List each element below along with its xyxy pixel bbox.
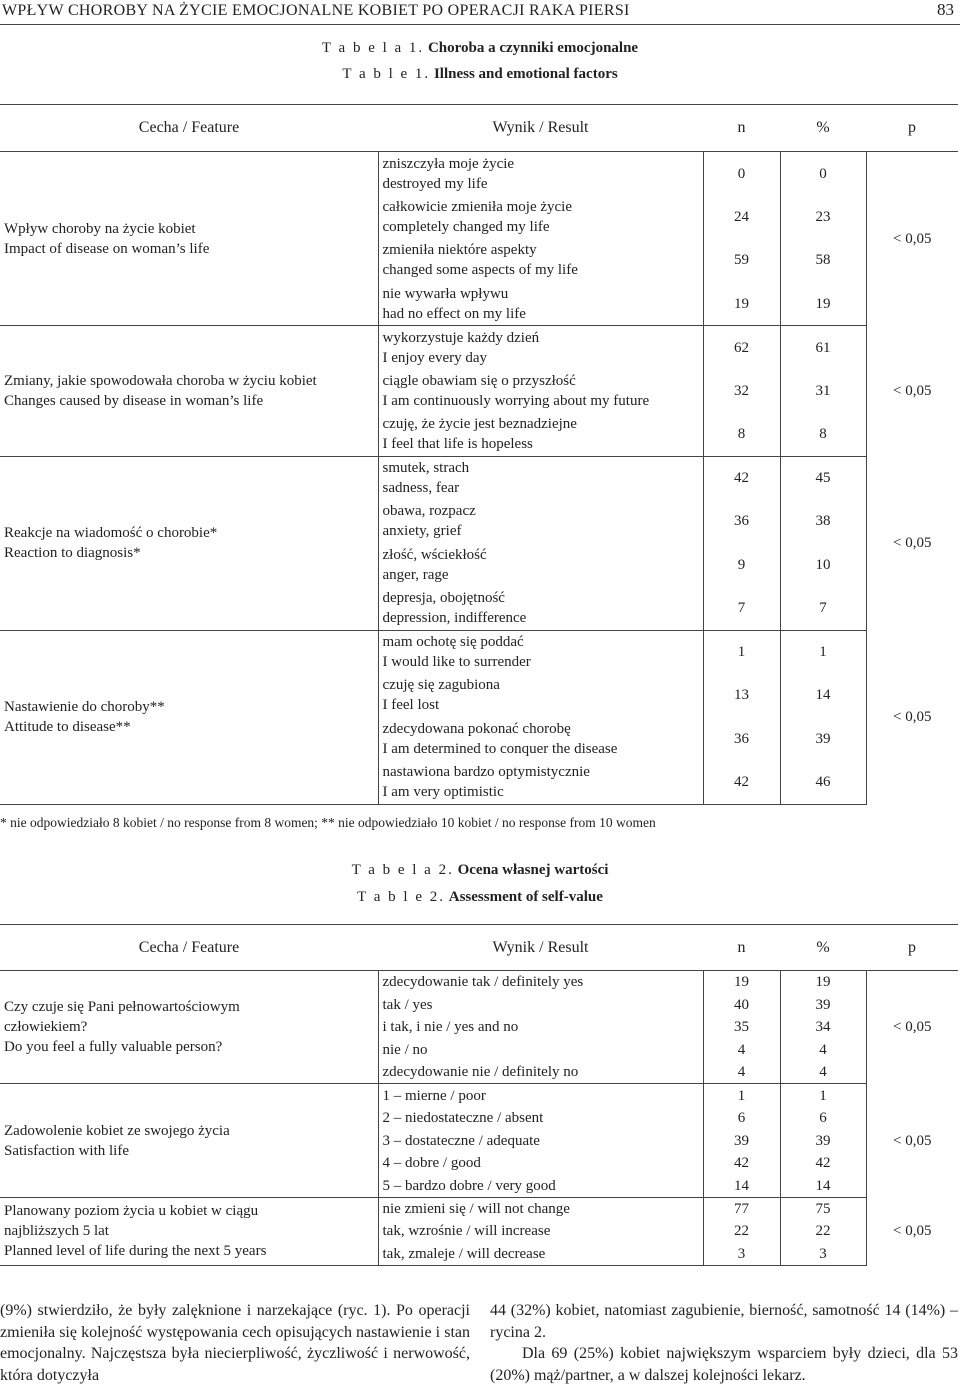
feature-label-line: Zadowolenie kobiet ze swojego życia — [4, 1122, 230, 1139]
result-label-pl: zdecydowana pokonać chorobę — [382, 720, 571, 737]
table-row — [0, 630, 958, 674]
table-header-row — [0, 105, 958, 152]
result-cell — [378, 369, 703, 413]
percent-cell: 61 — [780, 326, 866, 370]
p-value-cell: < 0,05 — [893, 1223, 932, 1240]
p-value-cell: < 0,05 — [893, 1019, 932, 1036]
table-row — [0, 152, 958, 196]
result-cell: i tak, i nie / yes and no — [378, 1016, 703, 1039]
table2-caption-en: T a b l e 2. Assessment of self-value — [357, 889, 603, 905]
table-row — [0, 326, 958, 370]
result-label-pl: nie wywarła wpływu — [382, 285, 509, 302]
result-cell: nie / no — [378, 1039, 703, 1062]
result-label-pl: wykorzystuje każdy dzień — [382, 329, 540, 346]
feature-label-pl: Reakcje na wiadomość o chorobie* — [4, 525, 218, 541]
result-cell: tak, wzrośnie / will increase — [378, 1220, 703, 1243]
table1-footnote: * nie odpowiedziało 8 kobiet / no response from 8 women; ** nie odpowiedziało 10 kobiet / no response from 10 women — [0, 815, 656, 830]
col-header-result: Wynik / Result — [378, 105, 703, 152]
n-cell: 4 — [703, 1061, 780, 1084]
percent-cell: 7 — [780, 587, 866, 631]
body-text-column-2 — [490, 1300, 958, 1386]
result-cell — [378, 543, 703, 587]
feature-label-en: Impact of disease on woman’s life — [4, 240, 210, 257]
result-cell — [378, 413, 703, 457]
result-label-pl: czuję się zagubiona — [382, 677, 500, 694]
n-cell: 39 — [703, 1129, 780, 1152]
result-label-en: anger, rage — [382, 566, 449, 583]
percent-cell: 23 — [780, 195, 866, 239]
n-cell: 40 — [703, 993, 780, 1016]
result-label-pl: smutek, strach — [382, 460, 470, 476]
n-cell: 42 — [703, 456, 780, 500]
result-cell: tak, zmaleje / will decrease — [378, 1243, 703, 1266]
n-cell: 62 — [703, 326, 780, 370]
percent-cell: 6 — [780, 1107, 866, 1130]
percent-cell: 14 — [780, 1175, 866, 1198]
feature-cell — [0, 152, 378, 326]
percent-cell: 58 — [780, 239, 866, 283]
n-cell: 3 — [703, 1243, 780, 1266]
n-cell: 13 — [703, 674, 780, 718]
feature-label-pl: Zmiany, jakie spowodowała choroba w życiu kobiet — [4, 372, 317, 389]
percent-cell: 39 — [780, 993, 866, 1016]
feature-cell — [0, 1084, 378, 1197]
feature-label-en: Changes caused by disease in woman’s life — [4, 392, 264, 409]
result-label-pl: zniszczyła moje życie — [382, 155, 515, 172]
p-value-cell: < 0,05 — [893, 230, 932, 247]
result-cell — [378, 326, 703, 370]
n-cell: 24 — [703, 195, 780, 239]
feature-cell — [0, 971, 378, 1084]
result-cell: nie zmieni się / will not change — [378, 1197, 703, 1220]
feature-cell — [0, 326, 378, 457]
percent-cell: 1 — [780, 1084, 866, 1107]
percent-cell: 22 — [780, 1220, 866, 1243]
n-cell: 22 — [703, 1220, 780, 1243]
result-cell — [378, 717, 703, 761]
result-cell: zdecydowanie nie / definitely no — [378, 1061, 703, 1084]
body-text-column-1: (9%) stwierdziło, że były zalęknione i narzekające (ryc. 1). Po operacji zmieniła się kolejność występowania cech opisujących nastawienie i stan emocjonalny. Najczęstsza była niecierpliwość, życzliwość i nerwowość, która dotyczyła — [0, 1302, 470, 1384]
table-row — [0, 1084, 958, 1107]
table-self-value — [0, 924, 958, 1266]
n-cell: 9 — [703, 543, 780, 587]
percent-cell: 19 — [780, 282, 866, 326]
feature-label-line: Planned level of life during the next 5 years — [4, 1243, 267, 1260]
result-label-en: changed some aspects of my life — [382, 262, 578, 279]
n-cell: 59 — [703, 239, 780, 283]
percent-cell: 38 — [780, 500, 866, 544]
result-label-pl: zmieniła niektóre aspekty — [382, 242, 537, 259]
n-cell: 77 — [703, 1197, 780, 1220]
feature-label-en: Attitude to disease** — [4, 719, 131, 735]
percent-cell: 31 — [780, 369, 866, 413]
feature-cell — [0, 630, 378, 804]
result-cell — [378, 761, 703, 805]
result-label-pl: depresja, obojętność — [382, 590, 505, 606]
col-header-p: p — [866, 925, 958, 971]
n-cell: 36 — [703, 500, 780, 544]
result-label-en: depression, indifference — [382, 610, 527, 626]
table-header-row — [0, 925, 958, 971]
table-row — [0, 456, 958, 500]
feature-cell — [0, 1197, 378, 1265]
result-label-en: had no effect on my life — [382, 305, 526, 322]
result-label-pl: mam ochotę się poddać — [382, 634, 524, 650]
n-cell: 19 — [703, 971, 780, 994]
table-illness-emotional — [0, 104, 958, 805]
percent-cell: 46 — [780, 761, 866, 805]
n-cell: 36 — [703, 717, 780, 761]
result-cell: 1 – mierne / poor — [378, 1084, 703, 1107]
percent-cell: 3 — [780, 1243, 866, 1266]
col-header-percent: % — [780, 925, 866, 971]
result-label-en: I am very optimistic — [382, 784, 504, 800]
feature-label-en: Reaction to diagnosis* — [4, 545, 141, 561]
result-label-en: I feel lost — [382, 697, 440, 714]
page-number: 83 — [937, 0, 954, 19]
col-header-feature: Cecha / Feature — [0, 925, 378, 971]
result-label-en: I am continuously worrying about my future — [382, 392, 650, 409]
result-cell — [378, 587, 703, 631]
result-cell: 5 – bardzo dobre / very good — [378, 1175, 703, 1198]
col-header-n: n — [703, 925, 780, 971]
feature-label-pl: Wpływ choroby na życie kobiet — [4, 220, 196, 237]
feature-label-line: Do you feel a fully valuable person? — [4, 1039, 223, 1056]
result-label-en: completely changed my life — [382, 218, 550, 235]
result-label-pl: całkowicie zmieniła moje życie — [382, 198, 572, 215]
result-label-en: I am determined to conquer the disease — [382, 740, 618, 757]
feature-cell — [0, 456, 378, 630]
n-cell: 4 — [703, 1039, 780, 1062]
result-label-en: destroyed my life — [382, 175, 488, 192]
table2-caption-pl: T a b e l a 2. Ocena własnej wartości — [351, 862, 609, 878]
n-cell: 19 — [703, 282, 780, 326]
percent-cell: 39 — [780, 717, 866, 761]
percent-cell: 42 — [780, 1152, 866, 1175]
percent-cell: 1 — [780, 630, 866, 674]
p-value-cell: < 0,05 — [893, 709, 932, 725]
result-label-pl: złość, wściekłość — [382, 546, 487, 563]
feature-label-line: Planowany poziom życia u kobiet w ciągu — [4, 1203, 259, 1220]
result-cell — [378, 239, 703, 283]
col-header-result: Wynik / Result — [378, 925, 703, 971]
running-title: WPŁYW CHOROBY NA ŻYCIE EMOCJONALNE KOBIET PO OPERACJI RAKA PIERSI — [2, 2, 630, 19]
percent-cell: 14 — [780, 674, 866, 718]
result-cell: 3 – dostateczne / adequate — [378, 1129, 703, 1152]
percent-cell: 19 — [780, 971, 866, 994]
n-cell: 1 — [703, 1084, 780, 1107]
col-header-percent: % — [780, 105, 866, 152]
p-value-cell: < 0,05 — [893, 535, 932, 551]
result-cell — [378, 674, 703, 718]
n-cell: 6 — [703, 1107, 780, 1130]
body-paragraph: Dla 69 (25%) kobiet największym wsparciem były dzieci, dla 53 (20%) mąż/partner, a w dalszej kolejności lekarz. — [490, 1345, 958, 1384]
result-cell — [378, 152, 703, 196]
col-header-feature: Cecha / Feature — [0, 105, 378, 152]
percent-cell: 75 — [780, 1197, 866, 1220]
n-cell: 14 — [703, 1175, 780, 1198]
n-cell: 0 — [703, 152, 780, 196]
n-cell: 35 — [703, 1016, 780, 1039]
percent-cell: 10 — [780, 543, 866, 587]
n-cell: 42 — [703, 761, 780, 805]
result-cell — [378, 195, 703, 239]
result-cell — [378, 630, 703, 674]
result-label-en: I would like to surrender — [382, 654, 531, 670]
n-cell: 42 — [703, 1152, 780, 1175]
result-label-pl: nastawiona bardzo optymistycznie — [382, 764, 590, 780]
feature-label-line: człowiekiem? — [4, 1019, 88, 1036]
table1-caption-en: T a b l e 1. Illness and emotional factors — [342, 66, 618, 82]
n-cell: 1 — [703, 630, 780, 674]
result-label-en: anxiety, grief — [382, 523, 462, 540]
percent-cell: 0 — [780, 152, 866, 196]
result-label-en: sadness, fear — [382, 480, 460, 496]
n-cell: 7 — [703, 587, 780, 631]
result-cell: 4 – dobre / good — [378, 1152, 703, 1175]
percent-cell: 39 — [780, 1129, 866, 1152]
percent-cell: 45 — [780, 456, 866, 500]
p-value-cell: < 0,05 — [893, 1132, 932, 1149]
n-cell: 32 — [703, 369, 780, 413]
feature-label-line: najbliższych 5 lat — [4, 1223, 109, 1240]
result-label-pl: ciągle obawiam się o przyszłość — [382, 372, 576, 389]
running-header — [0, 0, 960, 25]
feature-label-line: Czy czuje się Pani pełnowartościowym — [4, 999, 240, 1016]
result-label-pl: czuję, że życie jest beznadziejne — [382, 416, 577, 432]
col-header-n: n — [703, 105, 780, 152]
p-value-cell: < 0,05 — [893, 382, 932, 399]
percent-cell: 4 — [780, 1061, 866, 1084]
result-cell: 2 – niedostateczne / absent — [378, 1107, 703, 1130]
feature-label-pl: Nastawienie do choroby** — [4, 699, 165, 715]
body-paragraph: 44 (32%) kobiet, natomiast zagubienie, bierność, samotność 14 (14%) – rycina 2. — [490, 1302, 958, 1341]
percent-cell: 34 — [780, 1016, 866, 1039]
result-cell: tak / yes — [378, 993, 703, 1016]
result-cell — [378, 500, 703, 544]
col-header-p: p — [866, 105, 958, 152]
table1-caption-pl: T a b e l a 1. Choroba a czynniki emocjonalne — [321, 40, 639, 56]
table-row — [0, 1197, 958, 1220]
table-row — [0, 971, 958, 994]
result-cell — [378, 282, 703, 326]
percent-cell: 8 — [780, 413, 866, 457]
result-label-en: I enjoy every day — [382, 349, 488, 366]
result-cell — [378, 456, 703, 500]
percent-cell: 4 — [780, 1039, 866, 1062]
result-cell: zdecydowanie tak / definitely yes — [378, 971, 703, 994]
feature-label-line: Satisfaction with life — [4, 1142, 129, 1159]
result-label-en: I feel that life is hopeless — [382, 436, 533, 452]
n-cell: 8 — [703, 413, 780, 457]
result-label-pl: obawa, rozpacz — [382, 503, 476, 520]
